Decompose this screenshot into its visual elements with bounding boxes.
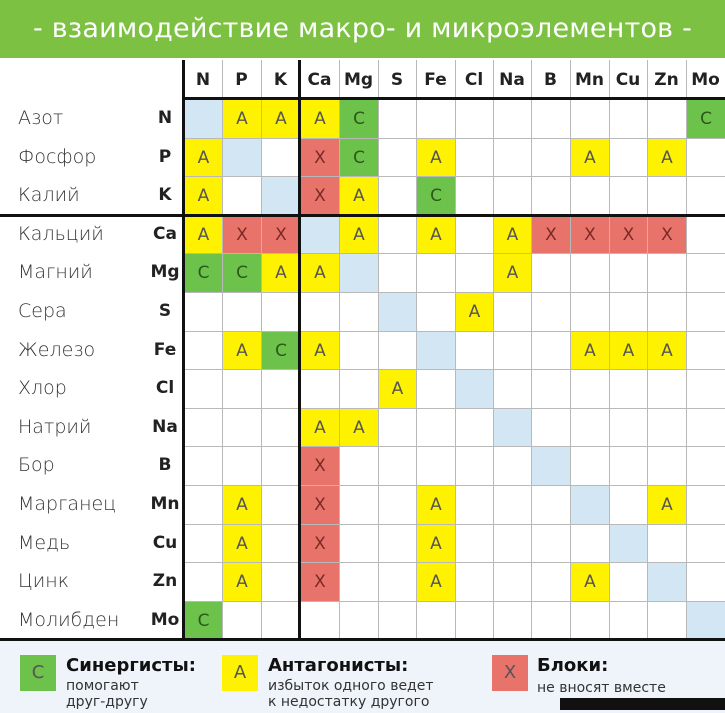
cell-b-ca: Х (301, 447, 339, 485)
cell-mg-p: С (223, 254, 261, 292)
cell-fe-k: С (262, 332, 300, 370)
macro-separator-vertical (298, 60, 301, 639)
grid-vline (686, 60, 687, 639)
grid-vline (222, 60, 223, 639)
cell-n-mo: С (687, 100, 725, 138)
cell-mo-mo (687, 602, 725, 640)
row-symbol-fe: Fe (153, 339, 177, 360)
cell-zn-zn (648, 563, 686, 601)
row-name-s: Сера (18, 300, 67, 322)
cell-ca-fe: А (417, 216, 455, 254)
cell-cl-s: А (379, 370, 416, 408)
grid-hline (184, 485, 725, 486)
column-header-k: K (273, 70, 288, 90)
cell-s-cl: А (456, 293, 493, 331)
column-header-separator (184, 97, 725, 100)
legend-antagonist-swatch: А (222, 655, 258, 691)
row-name-mg: Магний (18, 261, 93, 284)
cell-p-zn: А (648, 139, 686, 177)
column-header-s: S (390, 70, 404, 90)
column-header-zn: Zn (654, 70, 679, 90)
cell-fe-ca: А (301, 332, 339, 370)
cell-cu-ca: Х (301, 525, 339, 563)
row-symbol-zn: Zn (152, 571, 178, 592)
legend-synergist-line1: помогают (66, 678, 139, 694)
cell-fe-zn: А (648, 332, 686, 370)
row-header-separator (182, 60, 185, 639)
cell-na-mg: А (340, 409, 378, 447)
row-symbol-cu: Cu (152, 532, 178, 553)
column-header-p: P (235, 70, 248, 90)
row-symbol-p: P (158, 146, 172, 167)
grid-hline (184, 562, 725, 563)
cell-n-n (185, 100, 222, 138)
page-title: - взаимодействие макро- и микроэлементов - (0, 0, 725, 58)
cell-mn-fe: А (417, 486, 455, 524)
legend-block-line1: не вносят вместе (537, 680, 666, 696)
cell-ca-cu: Х (610, 216, 647, 254)
grid-hline (184, 292, 725, 293)
grid-vline (493, 60, 494, 639)
cell-p-n: А (185, 139, 222, 177)
column-header-mg: Mg (343, 70, 374, 90)
cell-n-ca: А (301, 100, 339, 138)
cell-n-k: А (262, 100, 300, 138)
grid-vline (531, 60, 532, 639)
legend-antagonist-line2: к недостатку другого (268, 694, 430, 710)
cell-k-k (262, 177, 300, 215)
cell-mg-k: А (262, 254, 300, 292)
cell-fe-p: А (223, 332, 261, 370)
legend-antagonist-title: Антагонисты: (268, 655, 409, 676)
grid-hline (184, 446, 725, 447)
cell-ca-p: Х (223, 216, 261, 254)
column-header-na: Na (499, 70, 525, 90)
grid-vline (416, 60, 417, 639)
cell-s-s (379, 293, 416, 331)
row-name-p: Фосфор (18, 145, 97, 168)
grid-vline (609, 60, 610, 639)
cell-fe-mn: А (571, 332, 609, 370)
cell-b-b (532, 447, 570, 485)
row-symbol-mg: Mg (150, 262, 180, 283)
cell-zn-mn: А (571, 563, 609, 601)
row-symbol-ca: Ca (153, 223, 177, 244)
row-name-k: Калий (18, 184, 80, 207)
cell-k-mg: А (340, 177, 378, 215)
cell-p-mn: А (571, 139, 609, 177)
cell-p-ca: Х (301, 139, 339, 177)
cell-ca-b: Х (532, 216, 570, 254)
grid-hline (184, 138, 725, 139)
cell-ca-na: А (494, 216, 531, 254)
row-symbol-mo: Mo (150, 609, 180, 630)
cell-mg-n: С (185, 254, 222, 292)
cell-mn-zn: А (648, 486, 686, 524)
cell-cl-cl (456, 370, 493, 408)
legend-block-title: Блоки: (537, 655, 609, 676)
legend-synergist-swatch: С (20, 655, 56, 691)
cell-n-mg: С (340, 100, 378, 138)
cell-zn-fe: А (417, 563, 455, 601)
row-symbol-cl: Cl (155, 378, 175, 399)
cell-zn-ca: Х (301, 563, 339, 601)
cell-mg-ca: А (301, 254, 339, 292)
row-symbol-n: N (157, 108, 173, 128)
cell-mn-p: А (223, 486, 261, 524)
grid-hline (184, 369, 725, 370)
grid-vline (647, 60, 648, 639)
legend-synergist-title: Синергисты: (66, 655, 196, 676)
cell-ca-mg: А (340, 216, 378, 254)
grid-vline (378, 60, 379, 639)
cell-zn-p: А (223, 563, 261, 601)
legend-synergist-line2: друг-другу (66, 694, 148, 710)
column-header-mo: Mo (691, 70, 720, 90)
cell-ca-mn: Х (571, 216, 609, 254)
row-symbol-s: S (158, 301, 172, 321)
cell-p-mg: С (340, 139, 378, 177)
row-name-n: Азот (18, 107, 64, 129)
column-header-cl: Cl (464, 70, 484, 90)
cell-k-fe: С (417, 177, 455, 215)
cell-ca-n: А (185, 216, 222, 254)
grid-hline (184, 176, 725, 177)
row-name-zn: Цинк (18, 570, 69, 593)
row-name-cl: Хлор (18, 377, 67, 400)
cell-ca-k: Х (262, 216, 300, 254)
row-symbol-k: K (158, 185, 172, 206)
cell-p-fe: А (417, 139, 455, 177)
cell-fe-fe (417, 332, 455, 370)
cell-n-p: А (223, 100, 261, 138)
cell-mn-ca: Х (301, 486, 339, 524)
row-name-na: Натрий (18, 415, 92, 438)
row-symbol-b: B (158, 455, 172, 476)
cell-cu-p: А (223, 525, 261, 563)
cell-ca-zn: Х (648, 216, 686, 254)
row-name-mn: Марганец (18, 493, 117, 515)
cell-ca-ca (301, 216, 339, 254)
row-name-ca: Кальций (18, 222, 104, 245)
grid-hline (184, 331, 725, 332)
cell-mn-mn (571, 486, 609, 524)
macro-separator-horizontal (0, 214, 725, 217)
cell-fe-cu: А (610, 332, 647, 370)
grid-hline (184, 408, 725, 409)
legend-antagonist-line1: избыток одного ведет (268, 678, 434, 694)
cell-mo-n: С (185, 602, 222, 640)
grid-hline (184, 524, 725, 525)
cell-na-na (494, 409, 531, 447)
cell-cu-cu (610, 525, 647, 563)
row-name-fe: Железо (18, 338, 96, 361)
grid-hline (184, 253, 725, 254)
legend-block-swatch: Х (492, 655, 528, 691)
column-header-cu: Cu (615, 70, 641, 90)
row-name-b: Бор (18, 454, 55, 477)
column-header-mn: Mn (574, 70, 605, 90)
cell-na-ca: А (301, 409, 339, 447)
cell-cu-fe: А (417, 525, 455, 563)
row-symbol-na: Na (152, 416, 178, 437)
cell-p-p (223, 139, 261, 177)
grid-hline (184, 601, 725, 602)
cell-mg-na: А (494, 254, 531, 292)
column-header-ca: Ca (307, 70, 332, 90)
grid-vline (339, 60, 340, 639)
row-symbol-mn: Mn (150, 494, 180, 514)
cell-k-ca: Х (301, 177, 339, 215)
row-name-mo: Молибден (18, 608, 120, 631)
column-header-n: N (195, 70, 211, 90)
row-name-cu: Медь (18, 531, 71, 554)
grid-vline (261, 60, 262, 639)
corner-decoration (560, 698, 725, 710)
cell-k-n: А (185, 177, 222, 215)
cell-mg-mg (340, 254, 378, 292)
grid-vline (570, 60, 571, 639)
column-header-fe: Fe (424, 70, 447, 90)
grid-vline (455, 60, 456, 639)
column-header-b: B (544, 70, 557, 90)
